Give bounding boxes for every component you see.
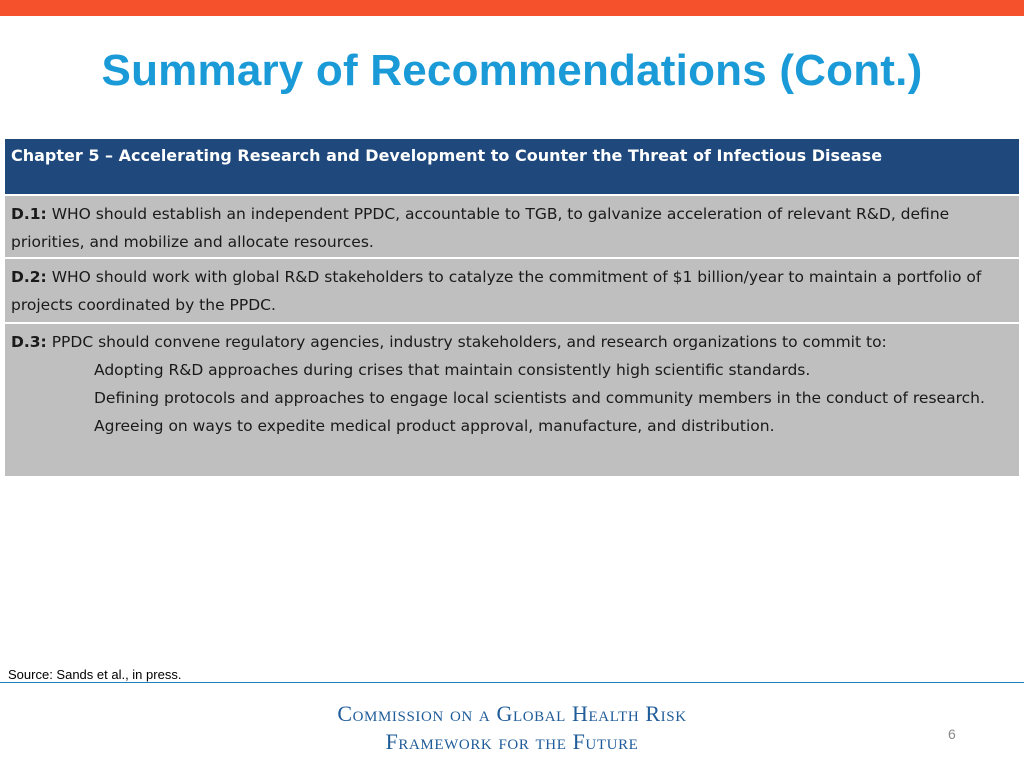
footer-divider (0, 682, 1024, 683)
recommendation-id: D.2: (11, 268, 47, 286)
sub-recommendation: Agreeing on ways to expedite medical product approval, manufacture, and distribution. (94, 417, 775, 435)
recommendation-text: WHO should establish an independent PPDC, accountable to TGB, to galvanize acceleration of relevant R&D, define priorities, and mobilize and allocate resources. (11, 205, 950, 251)
recommendation-text: WHO should work with global R&D stakeholders to catalyze the commitment of $1 billion/year to maintain a portfolio of projects coordinated by the PPDC. (11, 268, 982, 314)
sub-recommendation: Adopting R&D approaches during crises that maintain consistently high scientific standards. (94, 361, 811, 379)
recommendation-row-d3 (5, 324, 1019, 476)
source-citation: Source: Sands et al., in press. (8, 667, 182, 682)
page-number: 6 (948, 726, 956, 742)
recommendation-row-d2 (5, 259, 1019, 324)
slide-title: Summary of Recommendations (Cont.) (101, 46, 923, 95)
recommendations-table (5, 139, 1019, 476)
sub-recommendation: Defining protocols and approaches to engage local scientists and community members in the conduct of research. (94, 389, 985, 407)
recommendation-id: D.1: (11, 205, 47, 223)
commission-name-line1: Commission on a Global Health Risk (337, 701, 687, 726)
recommendation-id: D.3: (11, 333, 47, 351)
table-header: Chapter 5 – Accelerating Research and Development to Counter the Threat of Infectious Disease (5, 139, 1019, 196)
recommendation-text: PPDC should convene regulatory agencies, industry stakeholders, and research organizations to commit to: (51, 333, 887, 351)
top-accent-bar (0, 0, 1024, 16)
commission-name (0, 700, 1024, 756)
recommendation-row-d1 (5, 196, 1019, 259)
commission-name-line2: Framework for the Future (385, 729, 639, 754)
